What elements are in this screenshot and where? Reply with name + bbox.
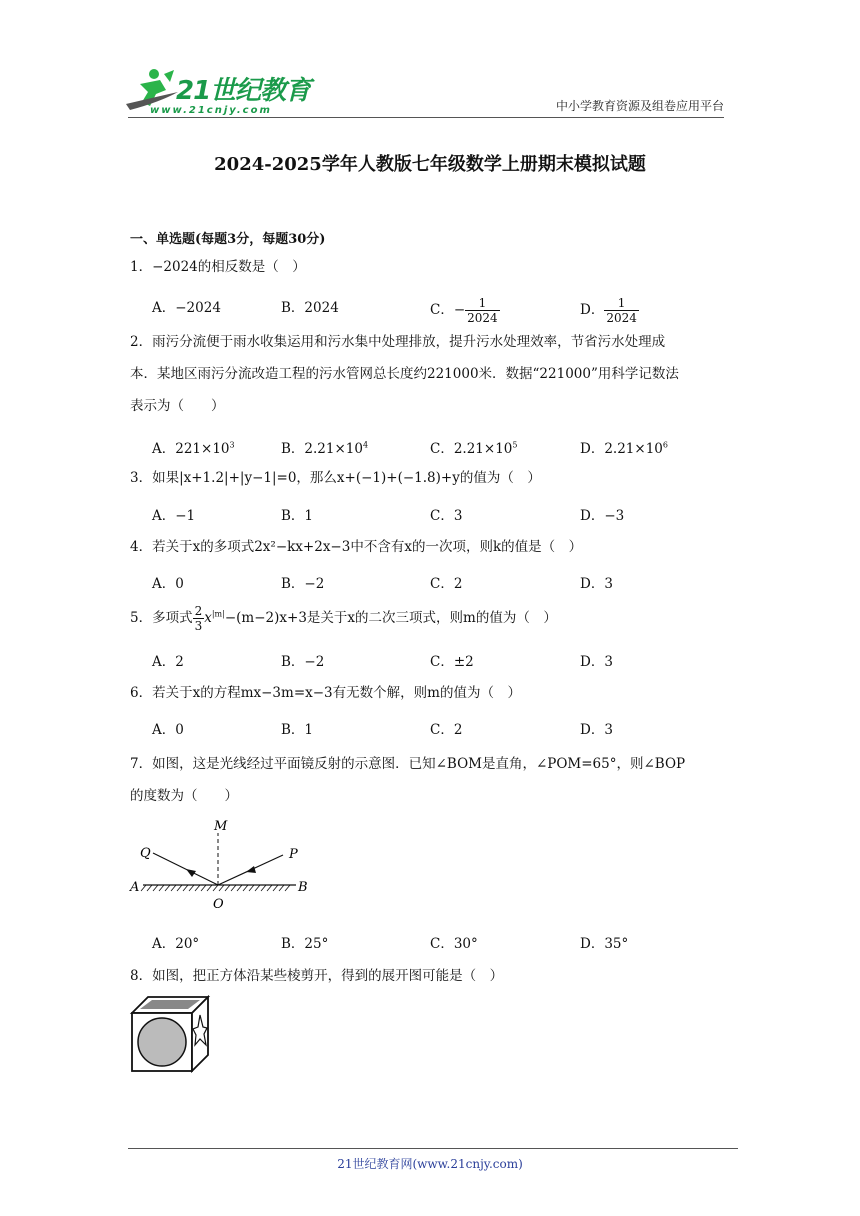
footer-divider	[128, 1148, 738, 1149]
label-P: P	[289, 847, 298, 862]
q2-option-a: A．$221\times 10^3$	[152, 440, 235, 457]
q5-option-c: C．±2	[430, 654, 474, 670]
q1-option-b: B．2024	[281, 300, 339, 316]
label-O: O	[213, 897, 224, 912]
q1-option-a: A．−2024	[152, 300, 221, 316]
question-7-stem: 7．如图，这是光线经过平面镜反射的示意图．已知∠BOM是直角，∠POM=65°，则∠BOP 的度数为（ ）	[130, 756, 686, 804]
logo-text: 21世纪教育	[176, 76, 311, 106]
q1-option-c: C．− $\frac{1}{2024}$	[430, 296, 498, 325]
mirror-reflection-figure	[128, 815, 328, 915]
q2-option-b: B．$2.21\times 10^4$	[281, 440, 369, 457]
question-6-stem: 6．若关于x的方程mx−3m=x−3有无数个解，则m的值为（ ）	[130, 685, 521, 701]
q6-option-b: B．1	[281, 722, 314, 738]
section-heading: 一、单选题(每题3分，每题30分)	[130, 232, 326, 247]
footer-text: 21世纪教育网(www.21cnjy.com)	[337, 1157, 523, 1171]
label-B: B	[298, 880, 308, 895]
q5-option-b: B．−2	[281, 654, 325, 670]
q4-option-d: D．3	[580, 576, 613, 592]
question-2-stem: 2．雨污分流便于雨水收集运用和污水集中处理排放，提升污水处理效率，节省污水处理成 本．某地区雨污分流改造工程的污水管网总长度约221000米．数据“221000”用科学记数法 表示为（ ）	[130, 334, 679, 414]
header-tagline: 中小学教育资源及组卷应用平台	[555, 99, 724, 113]
q5-option-a: A．2	[152, 654, 184, 670]
header-divider	[128, 117, 724, 118]
q2-option-d: D．$2.21\times 10^6$	[580, 440, 668, 457]
label-M: M	[214, 819, 228, 834]
question-3-stem: 3．如果|x+1.2|+|y−1|=0，那么x+(−1)+(−1.8)+y的值为（ ）	[130, 470, 541, 486]
q3-option-c: C．3	[430, 508, 463, 524]
q3-option-b: B．1	[281, 508, 314, 524]
question-1-stem: 1．−2024的相反数是（ ）	[130, 259, 306, 275]
q3-option-d: D．−3	[580, 508, 625, 524]
q7-option-c: C．30°	[430, 936, 478, 952]
question-4-stem: 4．若关于x的多项式2x²−kx+2x−3中不含有x的一次项，则k的值是（ ）	[130, 539, 583, 555]
q6-option-d: D．3	[580, 722, 613, 738]
q1-option-d: D． $\frac{1}{2024}$	[580, 296, 637, 325]
logo-url: www.21cnjy.com	[150, 105, 272, 116]
label-A: A	[130, 880, 140, 895]
q7-option-d: D．35°	[580, 936, 629, 952]
q2-option-c: C．$2.21\times 10^5$	[430, 440, 518, 457]
q1-c-fraction: $\frac{1}{2024}$	[467, 296, 498, 325]
q4-option-a: A．0	[152, 576, 184, 592]
q6-option-a: A．0	[152, 722, 184, 738]
q6-option-c: C．2	[430, 722, 463, 738]
q7-option-a: A．20°	[152, 936, 200, 952]
question-8-stem: 8．如图，把正方体沿某些棱剪开，得到的展开图可能是（ ）	[130, 968, 504, 984]
q4-option-c: C．2	[430, 576, 463, 592]
q5-option-d: D．3	[580, 654, 613, 670]
question-5-stem: 5．多项式 $\frac{2}{3}$ $x^{|m|}-(m-2)x+3$是关于x的二次三项式，则m的值为（ ）	[130, 604, 557, 633]
q1-d-fraction: $\frac{1}{2024}$	[606, 296, 637, 325]
cube-figure	[128, 995, 212, 1075]
label-Q: Q	[140, 846, 151, 861]
q5-fraction: $\frac{2}{3}$	[194, 604, 203, 633]
q7-option-b: B．25°	[281, 936, 329, 952]
q3-option-a: A．−1	[152, 508, 196, 524]
page-title: 2024-2025学年人教版七年级数学上册期末模拟试题	[214, 154, 646, 175]
q4-option-b: B．−2	[281, 576, 325, 592]
